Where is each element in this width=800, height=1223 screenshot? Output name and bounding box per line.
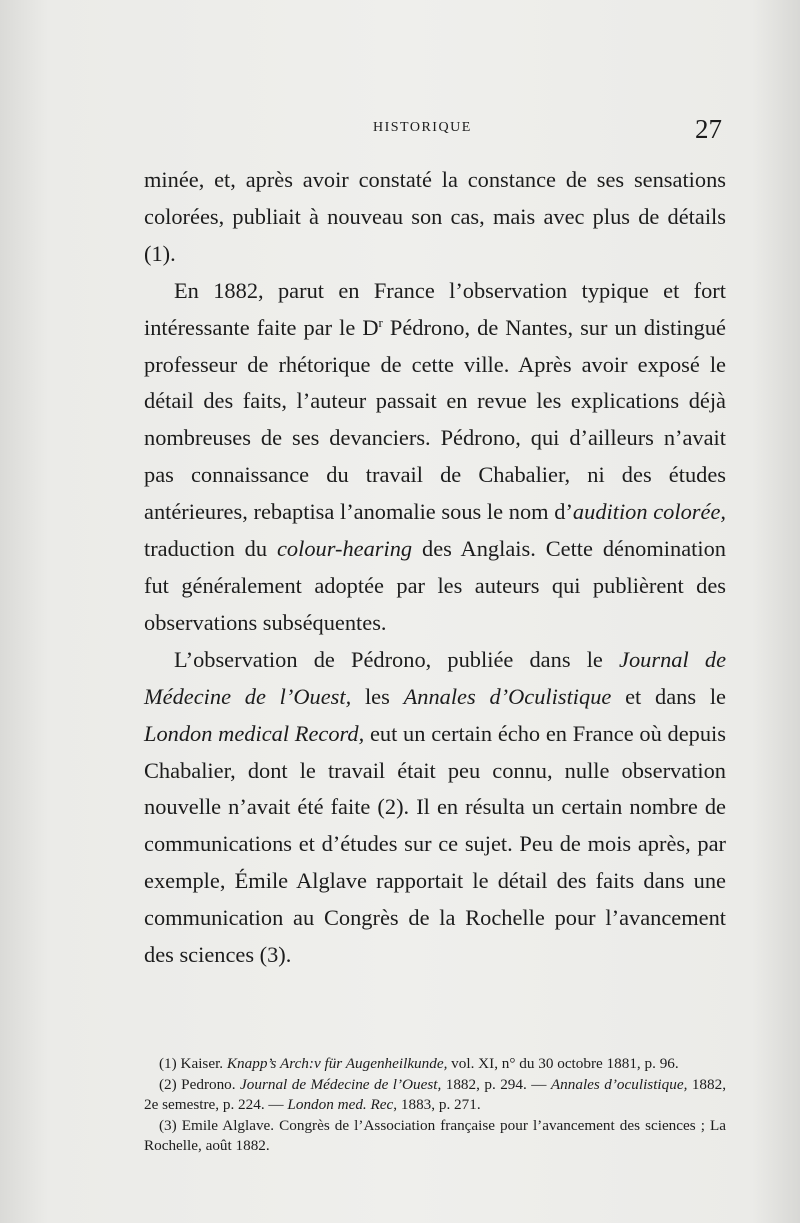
footnote-2-text-a: (2) Pedrono. [159, 1075, 241, 1093]
footnote-2-title-1: Journal de Médecine de l’Ouest, [240, 1075, 442, 1093]
footnote-3 [144, 1116, 726, 1157]
paragraph-2-text-a: En 1882, parut en France l’observation typique et fort intéressante faite par le D [144, 277, 726, 340]
running-head [140, 116, 722, 146]
footnote-2-text-d: , 1883, p. 271. [393, 1096, 481, 1114]
journal-title-3: London medical Record, [144, 720, 365, 746]
body-text [144, 162, 726, 974]
footnote-2-title-3: London med. Rec [287, 1096, 394, 1114]
footnote-2 [144, 1075, 726, 1116]
footnote-3-text: (3) Emile Alglave. Congrès de l’Association française pour l’avancement des sciences ; La Rochelle, août 1882. [144, 1116, 726, 1155]
paragraph-1 [144, 162, 726, 273]
paragraph-3-text-b: les [351, 683, 404, 709]
paragraph-2-text-c: traduction du [144, 536, 277, 562]
term-audition-coloree: audition colorée, [572, 499, 726, 525]
doctor-superscript: r [378, 314, 383, 330]
footnote-2-text-c: 1882, 2e semestre, p. 224. — [144, 1075, 726, 1114]
page-number: 27 [695, 114, 722, 144]
paragraph-3-text-d: eut un certain écho en France où depuis Chabalier, dont le travail était peu connu, nulle observation nouvelle n’avait été faite (2). Il en résulta un certain nombre de communications et d’études sur ce sujet. Peu de mois après, par exemple, Émile Alglave rapportait le détail des faits dans une communication au Congrès de la Rochelle pour l’avancement des sciences (3). [144, 720, 726, 968]
paragraph-1-text: minée, et, après avoir constaté la constance de ses sensations colorées, publiait à nouveau son cas, mais avec plus de détails (1). [144, 167, 726, 266]
paragraph-2 [144, 273, 726, 642]
footnote-1-title: Knapp’s Arch:v für Augenheilkunde, [226, 1055, 448, 1072]
journal-title-2: Annales d’Oculistique [403, 683, 612, 709]
footnote-1-text-a: (1) Kaiser. [159, 1055, 227, 1072]
paragraph-3-text-c: et dans le [611, 683, 726, 709]
paragraph-2-text-b: Pédrono, de Nantes, sur un distingué professeur de rhétorique de cette ville. Après avoir exposé le détail des faits, l’auteur passait en revue les explications déjà nombreuses de ses devanciers. Pédrono, qui d’ailleurs n’avait pas connaissance du travail de Chabalier, ni des études antérieures, rebaptisa l’anomalie sous le nom d’ [144, 314, 726, 525]
footnote-1-text-b: vol. XI, n° du 30 octobre 1881, p. 96. [447, 1055, 679, 1072]
footnote-1 [144, 1054, 726, 1075]
paragraph-3 [144, 642, 726, 974]
footnotes [144, 1054, 726, 1157]
paragraph-3-text-a: L’observation de Pédrono, publiée dans le [174, 646, 620, 672]
term-colour-hearing: colour-hearing [276, 536, 413, 562]
footnote-2-title-2: Annales d’oculistique, [550, 1075, 688, 1093]
footnote-2-text-b: 1882, p. 294. — [441, 1075, 551, 1093]
journal-title-1: Journal de Médecine de l’Ouest, [144, 646, 727, 709]
paragraph-2-text-d: des Anglais. Cette dénomination fut généralement adoptée par les auteurs qui publièrent des observations subséquentes. [144, 536, 726, 635]
running-head-title: HISTORIQUE [373, 120, 472, 135]
